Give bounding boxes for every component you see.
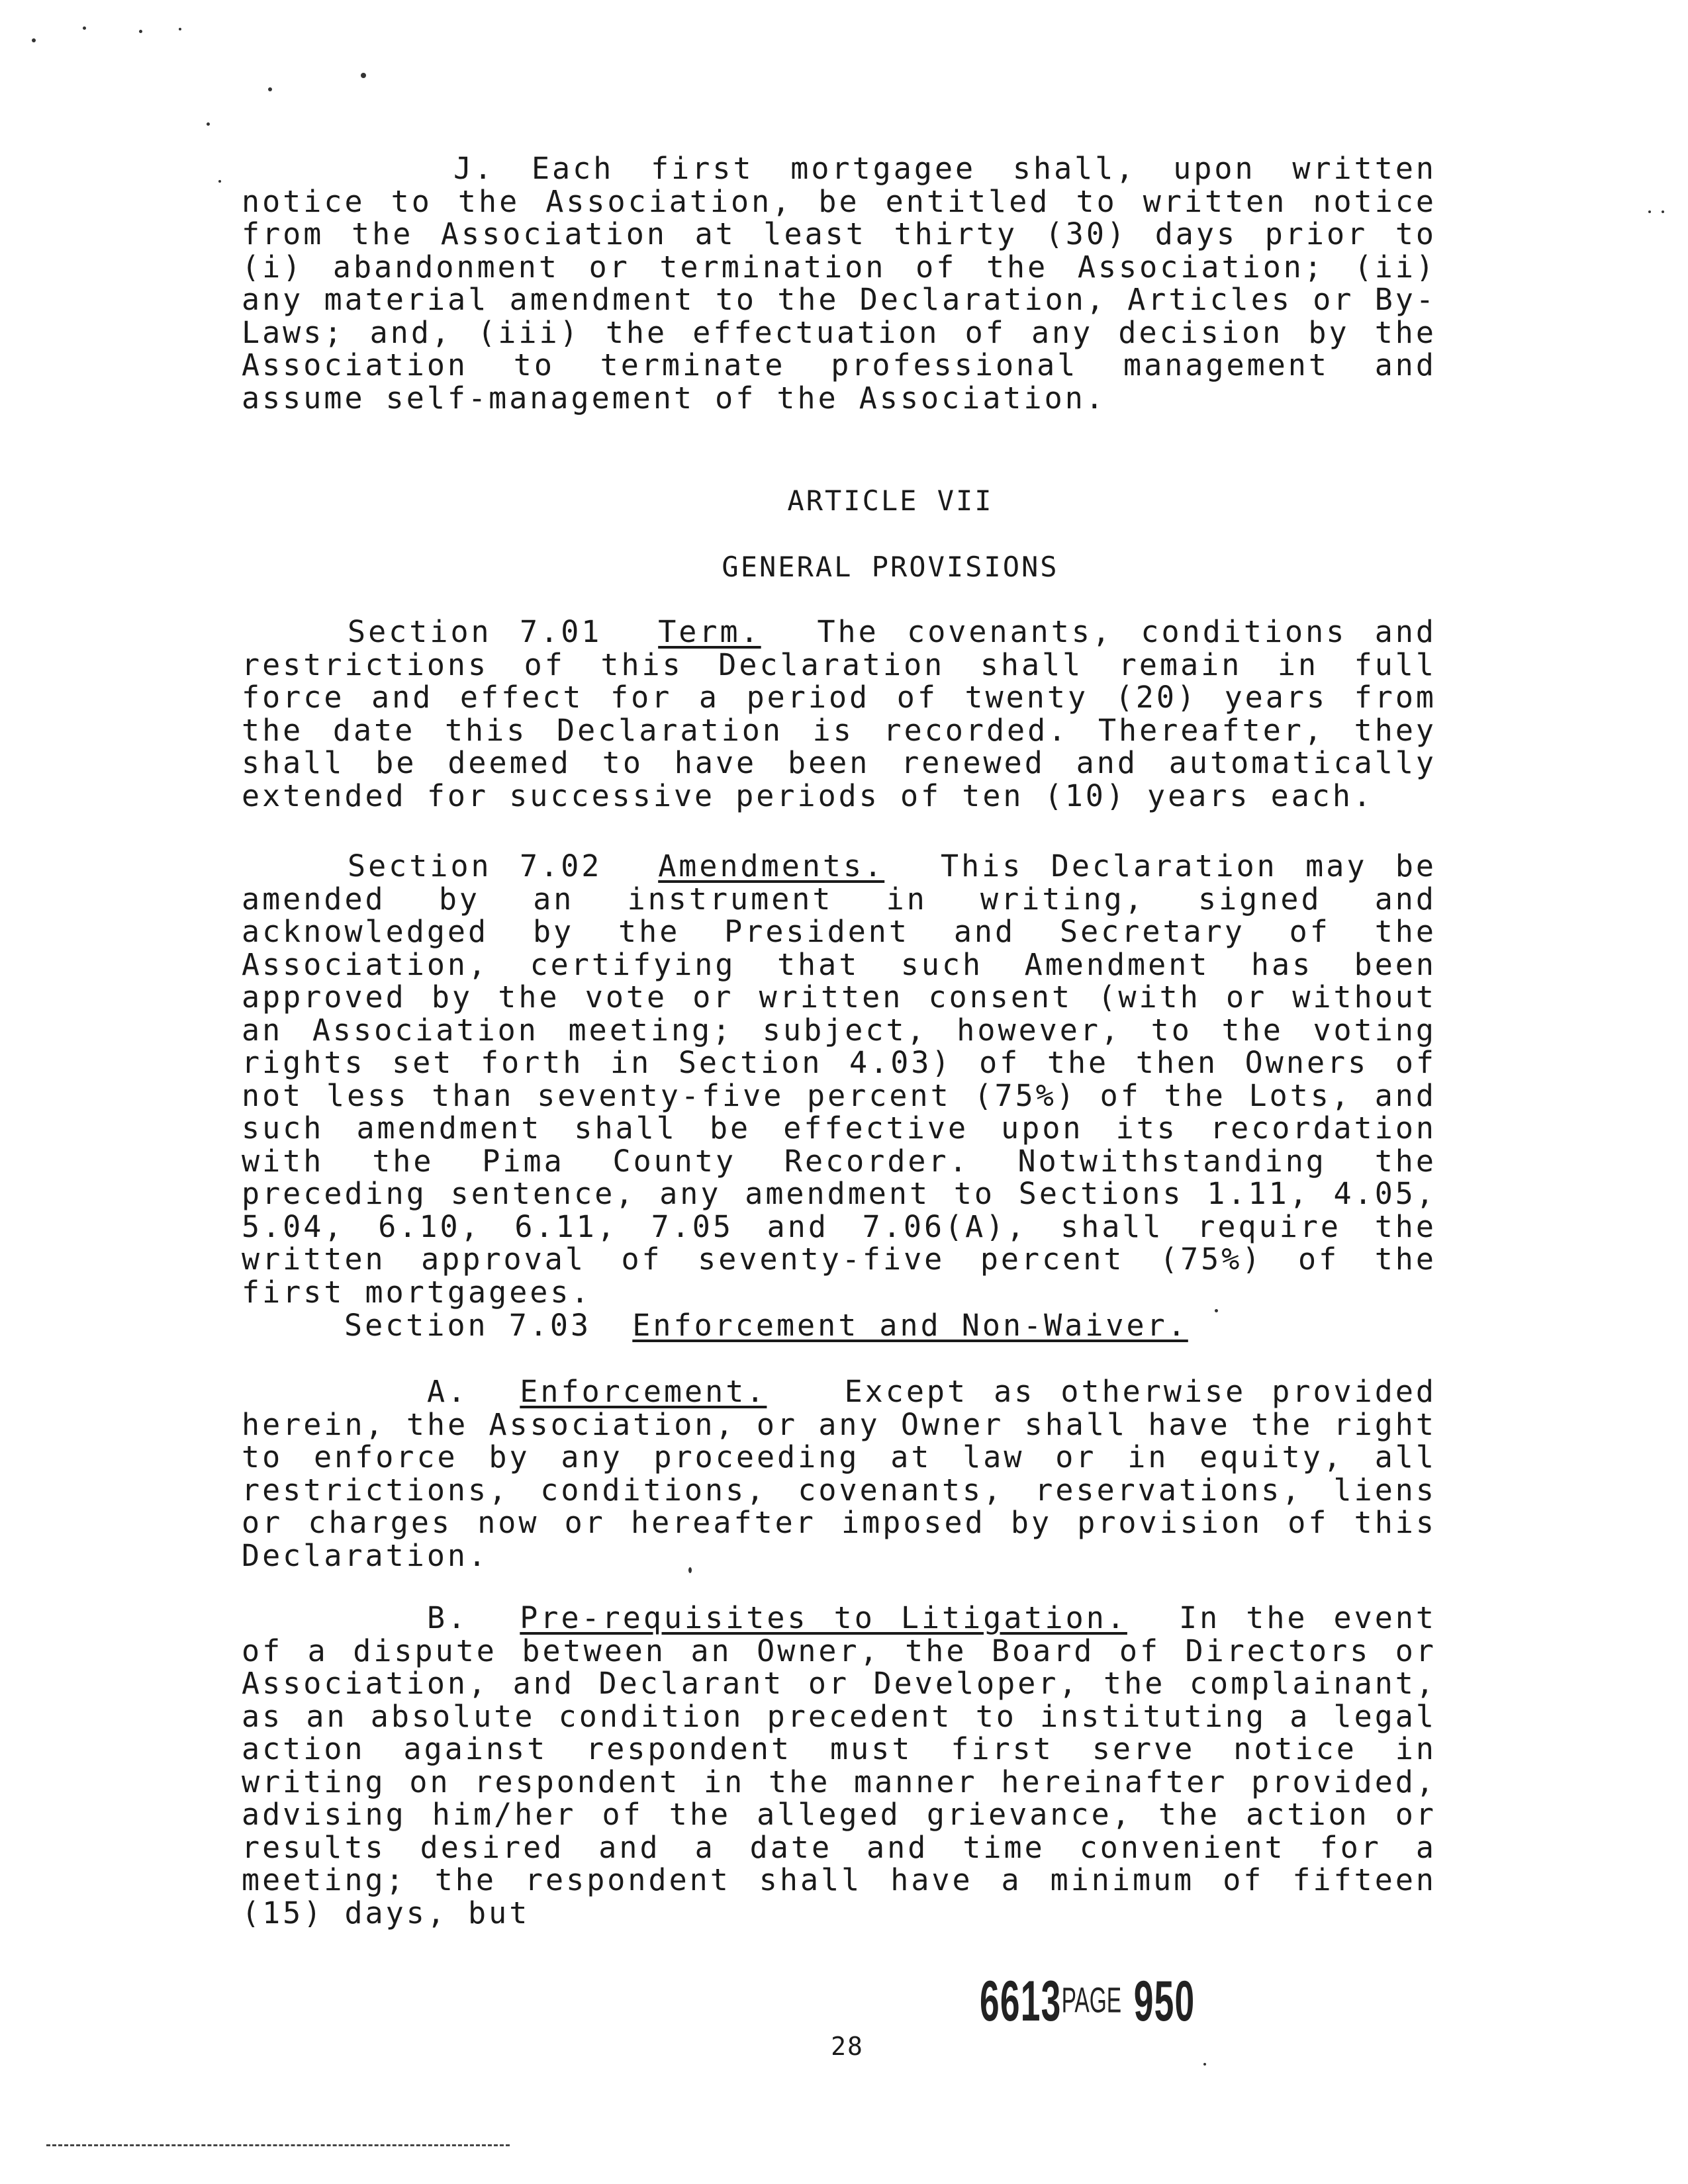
- scan-speck: [32, 38, 36, 42]
- recording-stamp: [980, 1969, 1195, 2034]
- paragraph-j: [242, 152, 1436, 414]
- scan-speck: [179, 28, 181, 30]
- section-7-03: [344, 1308, 1188, 1343]
- recording-page-number: 950: [1133, 1970, 1196, 2033]
- section-7-01-heading: Term.: [658, 614, 761, 649]
- section-7-01-label: Section 7.01: [348, 614, 602, 649]
- section-7-02-heading: Amendments.: [658, 848, 885, 884]
- subsection-a-body: Except as otherwise provided herein, the Association, or any Owner shall have the right to enforce by any proceeding at law or in equity, all restrictions, conditions, covenants, reservations, liens or charges now or hereafter imposed by provision of this Declaration.: [242, 1374, 1437, 1573]
- section-7-03-label: Section 7.03: [344, 1308, 592, 1343]
- subsection-b-heading: Pre-requisites to Litigation.: [520, 1600, 1127, 1635]
- paragraph-j-text: J. Each first mortgagee shall, upon written notice to the Association, be entitled to written notice from the Association at least thirty (30) days prior to (i) abandonment or termination of the Association; (ii) any material amendment to the Declaration, Articles or By-Laws; and, (iii) the effectuation of any decision by the Association to terminate professional management and assume self-management of the Association.: [242, 151, 1436, 416]
- subsection-b-label: B.: [427, 1600, 469, 1635]
- scan-speck: [1648, 210, 1651, 213]
- section-7-01: [242, 615, 1436, 812]
- scan-speck: [268, 87, 272, 91]
- subsection-a: [242, 1375, 1436, 1572]
- subsection-b: [242, 1602, 1436, 1929]
- section-7-02: [242, 850, 1436, 1308]
- subsection-a-heading: Enforcement.: [520, 1374, 767, 1409]
- recording-book-number: 6613: [980, 1970, 1062, 2033]
- bottom-scan-rule: [46, 2144, 510, 2146]
- scan-speck: [1662, 210, 1664, 213]
- section-7-01-body: The covenants, conditions and restrictions of this Declaration shall remain in full force and effect for a period of twenty (20) years from the date this Declaration is recorded. Thereafter, they shall be deemed to have been renewed and automatically extended for successive periods of ten (10) years each.: [242, 614, 1436, 813]
- subsection-b-body: In the event of a dispute between an Owner, the Board of Directors or Association, and Declarant or Developer, the complainant, as an absolute condition precedent to instituting a legal action against respondent must first serve notice in writing on respondent in the manner hereinafter provided, advising him/her of the alleged grievance, the action or results desired and a date and time convenient for a meeting; the respondent shall have a minimum of fifteen (15) days, but: [242, 1600, 1437, 1931]
- scan-speck: [1203, 2063, 1206, 2066]
- section-7-02-label: Section 7.02: [348, 848, 602, 884]
- article-number: ARTICLE VII: [787, 484, 994, 517]
- scan-speck: [207, 122, 210, 126]
- scan-speck: [361, 73, 366, 78]
- scan-speck: [139, 30, 142, 33]
- scan-speck: [83, 26, 86, 30]
- scan-speck: [1215, 1309, 1218, 1312]
- page-number: 28: [831, 2032, 864, 2061]
- subsection-a-label: A.: [427, 1374, 469, 1409]
- section-7-02-body: This Declaration may be amended by an instrument in writing, signed and acknowledged by the President and Secretary of the Association, certifying that such Amendment has been approved by the vote or written consent (with or without an Association meeting; subject, however, to the voting rights set forth in Section 4.03) of the then Owners of not less than seventy-five percent (75%) of the Lots, and such amendment shall be effective upon its recordation with the Pima County Recorder. Notwithstanding the preceding sentence, any amendment to Sections 1.11, 4.05, 5.04, 6.10, 6.11, 7.05 and 7.06(A), shall require the written approval of seventy-five percent (75%) of the first mortgagees.: [242, 848, 1436, 1310]
- section-7-03-heading: Enforcement and Non-Waiver.: [632, 1308, 1188, 1343]
- scan-speck: [218, 180, 221, 183]
- recording-page-word: PAGE: [1061, 1980, 1122, 2021]
- article-title: GENERAL PROVISIONS: [722, 551, 1059, 583]
